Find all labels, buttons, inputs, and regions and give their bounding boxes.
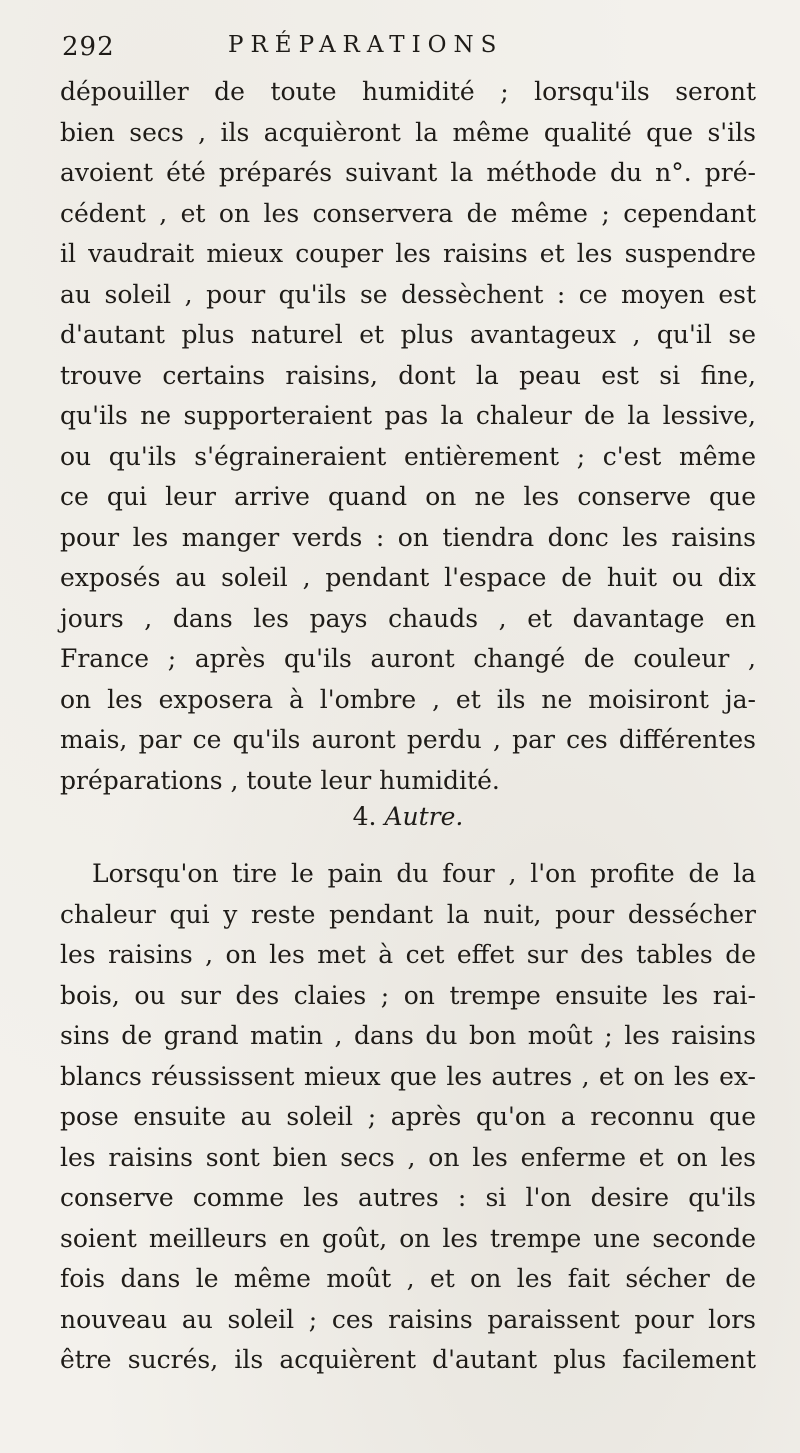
text-line: soient meilleurs en goût, on les trempe une seconde [60, 1223, 756, 1253]
text-line: il vaudrait mieux couper les raisins et les suspendre [60, 239, 756, 268]
text-line: jours , dans les pays chauds , et davantage en [60, 603, 756, 633]
text-line: d'autant plus naturel et plus avantageux , qu'il se [60, 320, 756, 349]
text-line: au soleil , pour qu'ils se dessèchent : ce moyen est [60, 279, 756, 309]
text-line: bien secs , ils acquièront la même qualité que s'ils [60, 117, 756, 147]
text-line: les raisins , on les met à cet effet sur des tables de [60, 940, 756, 969]
text-line: ce qui leur arrive quand on ne les conserve que [60, 482, 756, 511]
text-line: on les exposera à l'ombre , et ils ne moisiront ja- [60, 684, 756, 714]
text-line: bois, ou sur des claies ; on trempe ensuite les rai- [60, 980, 756, 1010]
running-head: PRÉPARATIONS [228, 32, 504, 58]
text-line: Lorsqu'on tire le pain du four , l'on profite de la [92, 859, 756, 888]
text-line: France ; après qu'ils auront changé de couleur , [60, 644, 756, 673]
text-line: conserve comme les autres : si l'on desire qu'ils [60, 1183, 756, 1212]
section-heading [60, 797, 756, 837]
text-line: exposés au soleil , pendant l'espace de huit ou dix [60, 563, 756, 592]
paragraph-1 [60, 72, 756, 801]
text-line: les raisins sont bien secs , on les enferme et on les [60, 1142, 756, 1172]
text-line: ou qu'ils s'égraineraient entièrement ; c'est même [60, 441, 756, 471]
text-line: mais, par ce qu'ils auront perdu , par ces différentes [60, 725, 756, 754]
text-line: être sucrés, ils acquièrent d'autant plus facilement [60, 1345, 756, 1374]
section-number: 4. [352, 802, 377, 831]
paragraph-2 [60, 854, 756, 1381]
text-line: trouve certains raisins, dont la peau est si fine, [60, 360, 756, 390]
section-title: Autre. [384, 802, 464, 831]
text-line: pour les manger verds : on tiendra donc les raisins [60, 522, 756, 552]
page-number: 292 [62, 32, 115, 62]
text-line: dépouiller de toute humidité ; lorsqu'ils seront [60, 77, 756, 106]
text-line: blancs réussissent mieux que les autres , et on les ex- [60, 1061, 756, 1091]
text-line: qu'ils ne supporteraient pas la chaleur de la lessive, [60, 401, 756, 430]
text-line: pose ensuite au soleil ; après qu'on a reconnu que [60, 1102, 756, 1131]
text-line: fois dans le même moût , et on les fait sécher de [60, 1264, 756, 1293]
text-line: préparations , toute leur humidité. [60, 765, 500, 795]
text-line: cédent , et on les conservera de même ; cependant [60, 198, 756, 228]
text-line: nouveau au soleil ; ces raisins paraissent pour lors [60, 1304, 756, 1334]
text-line: sins de grand matin , dans du bon moût ; les raisins [60, 1021, 756, 1050]
page-header [60, 32, 760, 66]
text-line: chaleur qui y reste pendant la nuit, pour dessécher [60, 899, 756, 929]
text-line: avoient été préparés suivant la méthode du n°. pré- [60, 158, 756, 187]
